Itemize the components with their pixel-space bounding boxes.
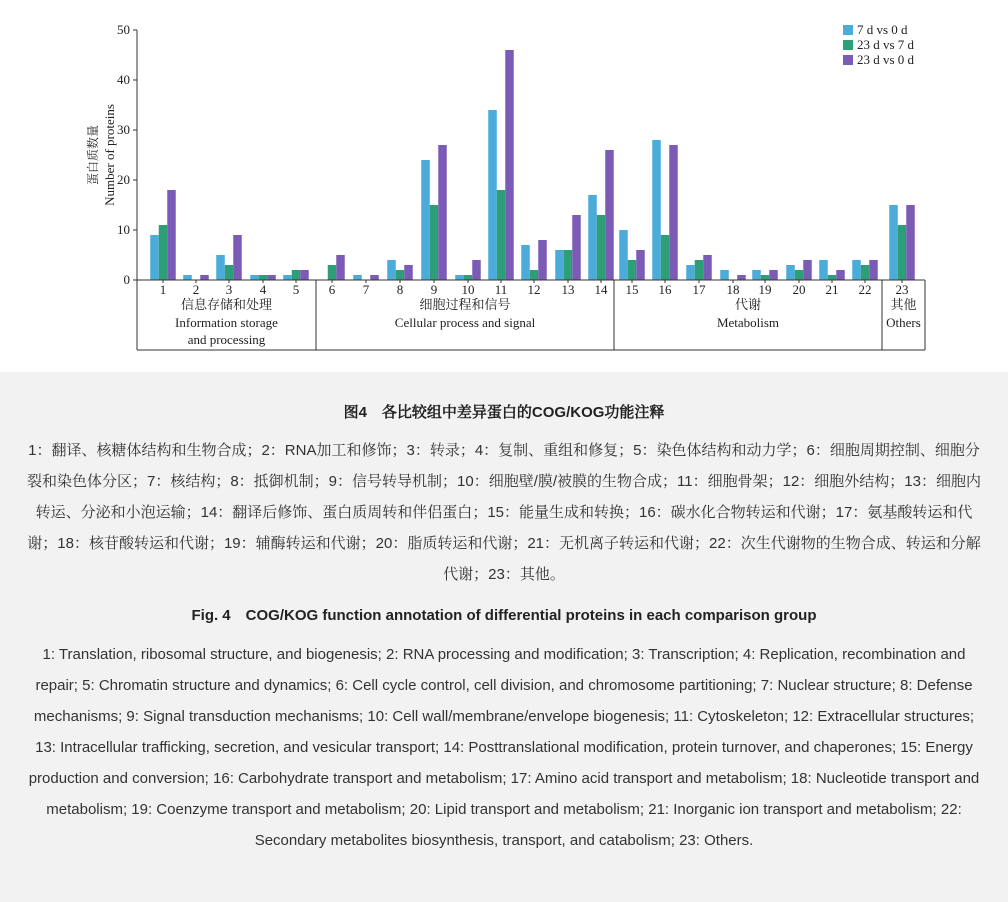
x-tick-label: 15 (625, 282, 639, 297)
bar-8-s1 (387, 260, 396, 280)
bar-1-s3 (167, 190, 176, 280)
bar-5-s1 (283, 275, 292, 280)
bar-15-s2 (628, 260, 637, 280)
x-tick-label: 3 (225, 282, 233, 297)
legend-swatch-1 (843, 25, 853, 35)
x-tick-label: 16 (658, 282, 672, 297)
bar-16-s3 (669, 145, 678, 280)
bar-5-s2 (292, 270, 301, 280)
bar-3-s2 (225, 265, 234, 280)
y-tick-label: 50 (117, 22, 130, 37)
bar-12-s1 (521, 245, 530, 280)
x-tick-label: 19 (758, 282, 772, 297)
bar-5-s3 (300, 270, 309, 280)
bar-13-s2 (564, 250, 573, 280)
x-tick-label: 18 (726, 282, 740, 297)
bar-18-s3 (737, 275, 746, 280)
bar-2-s3 (200, 275, 209, 280)
x-tick-label: 2 (192, 282, 200, 297)
bar-15-s3 (636, 250, 645, 280)
bar-15-s1 (619, 230, 628, 280)
bar-4-s2 (259, 275, 268, 280)
legend-swatch-2 (843, 40, 853, 50)
bar-12-s3 (538, 240, 547, 280)
bar-19-s3 (769, 270, 778, 280)
bar-20-s2 (795, 270, 804, 280)
bar-18-s1 (720, 270, 729, 280)
bar-21-s2 (828, 275, 837, 280)
bar-14-s1 (588, 195, 597, 280)
x-tick-label: 13 (561, 282, 575, 297)
legend-label-1: 7 d vs 0 d (857, 22, 908, 37)
bar-chart (0, 0, 1008, 372)
bar-3-s1 (216, 255, 225, 280)
x-tick-label: 21 (825, 282, 839, 297)
bar-11-s3 (505, 50, 514, 280)
group-label-cn: 代谢 (734, 298, 762, 313)
bar-21-s1 (819, 260, 828, 280)
bar-11-s2 (497, 190, 506, 280)
bar-8-s3 (404, 265, 413, 280)
bar-10-s1 (455, 275, 464, 280)
x-tick-label: 6 (328, 282, 336, 297)
bar-14-s3 (605, 150, 614, 280)
bar-10-s2 (464, 275, 473, 280)
bar-11-s1 (488, 110, 497, 280)
x-tick-label: 20 (792, 282, 806, 297)
bar-7-s3 (370, 275, 379, 280)
bar-13-s1 (555, 250, 564, 280)
group-label-cn: 细胞过程和信号 (419, 298, 511, 313)
bar-9-s1 (421, 160, 430, 280)
y-axis-label-en: Number of proteins (102, 104, 117, 206)
bar-17-s1 (686, 265, 695, 280)
bar-23-s1 (889, 205, 898, 280)
y-tick-label: 10 (117, 222, 130, 237)
y-tick-label: 40 (117, 72, 130, 87)
bar-23-s3 (906, 205, 915, 280)
x-tick-label: 4 (259, 282, 267, 297)
x-tick-label: 23 (895, 282, 909, 297)
x-tick-label: 7 (362, 282, 370, 297)
bar-17-s2 (695, 260, 704, 280)
bar-19-s1 (752, 270, 761, 280)
legend-swatch-3 (843, 55, 853, 65)
legend-label-2: 23 d vs 7 d (857, 37, 915, 52)
bar-22-s3 (869, 260, 878, 280)
bar-20-s3 (803, 260, 812, 280)
x-tick-label: 14 (594, 282, 608, 297)
y-axis-label-cn: 蛋白质数量 (86, 124, 100, 186)
bar-2-s1 (183, 275, 192, 280)
caption-title-en: Fig. 4 COG/KOG function annotation of differential proteins in each comparison group (191, 607, 817, 624)
bar-9-s3 (438, 145, 447, 280)
x-tick-label: 9 (430, 282, 438, 297)
x-tick-label: 11 (494, 282, 508, 297)
y-tick-label: 20 (117, 172, 130, 187)
caption-text-en: 1: Translation, ribosomal structure, and biogenesis; 2: RNA processing and modification; 3: Transcription; 4: Replication, recombination and repair; 5: Chromatin structure and dynamics; 6: Cell cycle control, cell division, and chromosome partitioning; 7: Nuclear structure; 8: Defense mechanisms; 9: Signal transduction mechanisms; 10: Cell wall/membrane/envelope biogenesis; 11: Cytoskeleton; 12: Extracellular structures; 13: Intracellular trafficking, secretion, and vesicular transport; 14: Posttranslational modification, protein turnover, and chaperones; 15: Energy production and conversion; 16: Carbohydrate transport and metabolism; 17: Amino acid transport and metabolism; 18: Nucleotide transport and metabolism; 19: Coenzyme transport and metabolism; 20: Lipid transport and metabolism; 21: Inorganic ion transport and metabolism; 22: Secondary metabolites biosynthesis, transport, and catabolism; 23: Others. (28, 646, 980, 849)
x-tick-label: 17 (692, 282, 706, 297)
bar-7-s1 (353, 275, 362, 280)
caption-text-cn: 1：翻译、核糖体结构和生物合成；2：RNA加工和修饰；3：转录；4：复制、重组和修复；5：染色体结构和动力学；6：细胞周期控制、细胞分裂和染色体分区；7：核结构；8：抵御机制；9：信号转导机制；10：细胞壁/膜/被膜的生物合成；11：细胞骨架；12：细胞外结构；13：细胞内转运、分泌和小泡运输；14：翻译后修饰、蛋白质周转和伴侣蛋白；15：能量生成和转换；16：碳水化合物转运和代谢；17：氨基酸转运和代谢；18：核苷酸转运和代谢；19：辅酶转运和代谢；20：脂质转运和代谢；21：无机离子转运和代谢；22：次生代谢物的生物合成、转运和分解代谢；23：其他。 (27, 442, 981, 583)
y-tick-label: 30 (117, 122, 130, 137)
bar-16-s1 (652, 140, 661, 280)
y-tick-label: 0 (123, 272, 130, 287)
bar-3-s3 (233, 235, 242, 280)
x-tick-label: 22 (858, 282, 872, 297)
bar-8-s2 (396, 270, 405, 280)
bar-22-s1 (852, 260, 861, 280)
bar-23-s2 (898, 225, 907, 280)
legend-label-3: 23 d vs 0 d (857, 52, 915, 67)
bar-1-s2 (159, 225, 168, 280)
x-tick-label: 10 (461, 282, 475, 297)
bar-1-s1 (150, 235, 159, 280)
figure-caption (0, 372, 1008, 902)
bar-4-s3 (267, 275, 276, 280)
group-label-en: Information storage (175, 315, 278, 330)
bar-6-s3 (336, 255, 345, 280)
bar-19-s2 (761, 275, 770, 280)
bar-13-s3 (572, 215, 581, 280)
bar-20-s1 (786, 265, 795, 280)
bar-12-s2 (530, 270, 539, 280)
x-tick-label: 8 (396, 282, 404, 297)
chart-panel (0, 0, 1008, 372)
x-tick-label: 1 (159, 282, 167, 297)
x-tick-label: 12 (527, 282, 541, 297)
group-label-cn: 其他 (890, 298, 917, 313)
bar-22-s2 (861, 265, 870, 280)
bar-17-s3 (703, 255, 712, 280)
bar-10-s3 (472, 260, 481, 280)
x-tick-label: 5 (292, 282, 300, 297)
bar-21-s3 (836, 270, 845, 280)
group-label-en: and processing (187, 332, 266, 347)
caption-title-cn: 图4 各比较组中差异蛋白的COG/KOG功能注释 (343, 404, 665, 421)
group-label-en: Metabolism (716, 315, 780, 330)
group-label-cn: 信息存储和处理 (180, 298, 273, 313)
group-label-en: Cellular process and signal (394, 315, 536, 330)
bar-4-s1 (250, 275, 259, 280)
bar-9-s2 (430, 205, 439, 280)
bar-6-s2 (328, 265, 337, 280)
bar-14-s2 (597, 215, 606, 280)
group-label-en: Others (886, 315, 921, 330)
bar-16-s2 (661, 235, 670, 280)
